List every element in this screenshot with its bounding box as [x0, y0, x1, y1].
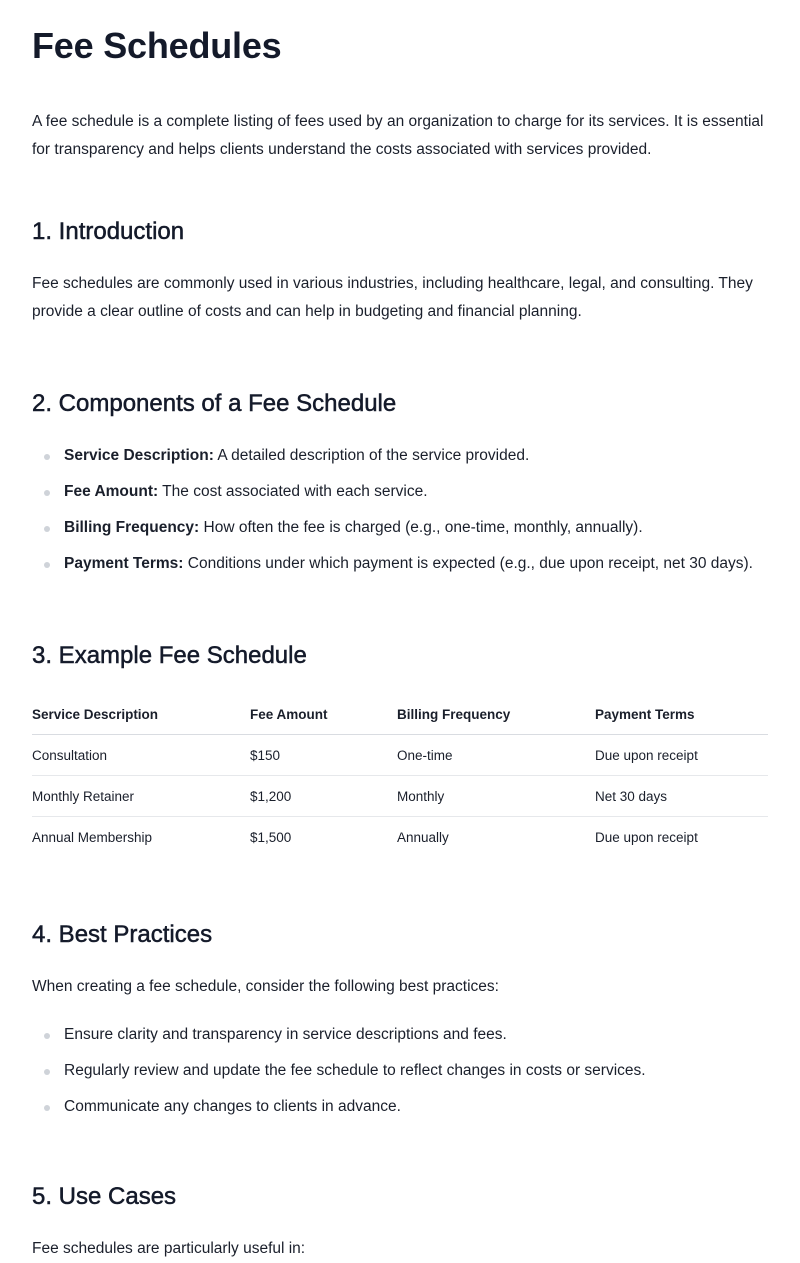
list-item-text: Ensure clarity and transparency in service descriptions and fees. [64, 1026, 507, 1043]
best-practices-list [32, 1021, 768, 1121]
bullet-icon [44, 1105, 50, 1111]
list-item [32, 1057, 768, 1085]
list-item-desc: Conditions under which payment is expected (e.g., due upon receipt, net 30 days). [183, 555, 753, 572]
column-header: Service Description [32, 694, 250, 735]
intro-paragraph: A fee schedule is a complete listing of fees used by an organization to charge for its services. It is essential for transparency and helps clients understand the costs associated with services provided. [32, 113, 764, 158]
table-cell: $1,500 [250, 829, 292, 845]
section-best-practices [32, 919, 768, 1121]
list-item-term: Service Description: [64, 447, 214, 464]
table-cell: Due upon receipt [595, 735, 768, 776]
list-item-term: Billing Frequency: [64, 519, 200, 536]
introduction-paragraph: Fee schedules are commonly used in various industries, including healthcare, legal, and consulting. They provide a clear outline of costs and can help in budgeting and financial planning. [32, 275, 753, 320]
table-cell: $1,200 [250, 776, 397, 817]
list-item-term: Payment Terms: [64, 555, 184, 572]
components-list [32, 442, 768, 578]
fee-schedule-table [32, 694, 768, 857]
list-item [32, 442, 768, 470]
section-example [32, 640, 768, 857]
table-cell: One-time [397, 735, 595, 776]
list-item-term: Fee Amount: [64, 483, 159, 500]
column-header: Payment Terms [595, 694, 768, 735]
section-heading-best-practices: 4. Best Practices [32, 921, 213, 948]
list-item [32, 478, 768, 506]
list-item [32, 1021, 768, 1049]
list-item-desc: How often the fee is charged (e.g., one-time, monthly, annually). [199, 519, 643, 536]
section-heading-introduction: 1. Introduction [32, 218, 185, 245]
section-components [32, 388, 768, 578]
table-cell: Annual Membership [32, 829, 153, 845]
section-heading-use-cases: 5. Use Cases [32, 1183, 177, 1210]
table-cell: Annually [397, 829, 449, 845]
table-cell: Monthly [397, 776, 595, 817]
table-cell: $150 [250, 735, 397, 776]
bullet-icon [44, 562, 50, 568]
table-cell: Consultation [32, 735, 250, 776]
list-item-desc: The cost associated with each service. [158, 483, 428, 500]
list-item [32, 550, 768, 578]
list-item-desc: A detailed description of the service provided. [213, 447, 530, 464]
column-header: Billing Frequency [397, 694, 595, 735]
section-use-cases [32, 1181, 768, 1263]
bullet-icon [44, 526, 50, 532]
bullet-icon [44, 1033, 50, 1039]
table-row [32, 817, 768, 858]
bullet-icon [44, 454, 50, 460]
section-heading-components: 2. Components of a Fee Schedule [32, 390, 397, 417]
best-practices-paragraph: When creating a fee schedule, consider the following best practices: [32, 978, 499, 995]
table-row [32, 776, 768, 817]
bullet-icon [44, 490, 50, 496]
section-introduction [32, 216, 768, 326]
bullet-icon [44, 1069, 50, 1075]
list-item [32, 514, 768, 542]
table-row [32, 735, 768, 776]
section-heading-example: 3. Example Fee Schedule [32, 642, 307, 669]
list-item-text: Communicate any changes to clients in advance. [64, 1098, 401, 1115]
table-cell: Monthly Retainer [32, 776, 250, 817]
table-cell: Net 30 days [595, 776, 768, 817]
list-item-text: Regularly review and update the fee schedule to reflect changes in costs or services. [64, 1062, 646, 1079]
page-title: Fee Schedules [32, 25, 282, 66]
table-cell: Due upon receipt [595, 829, 698, 845]
column-header: Fee Amount [250, 694, 397, 735]
table-header-row [32, 694, 768, 735]
list-item [32, 1093, 768, 1121]
use-cases-paragraph: Fee schedules are particularly useful in: [32, 1240, 306, 1257]
